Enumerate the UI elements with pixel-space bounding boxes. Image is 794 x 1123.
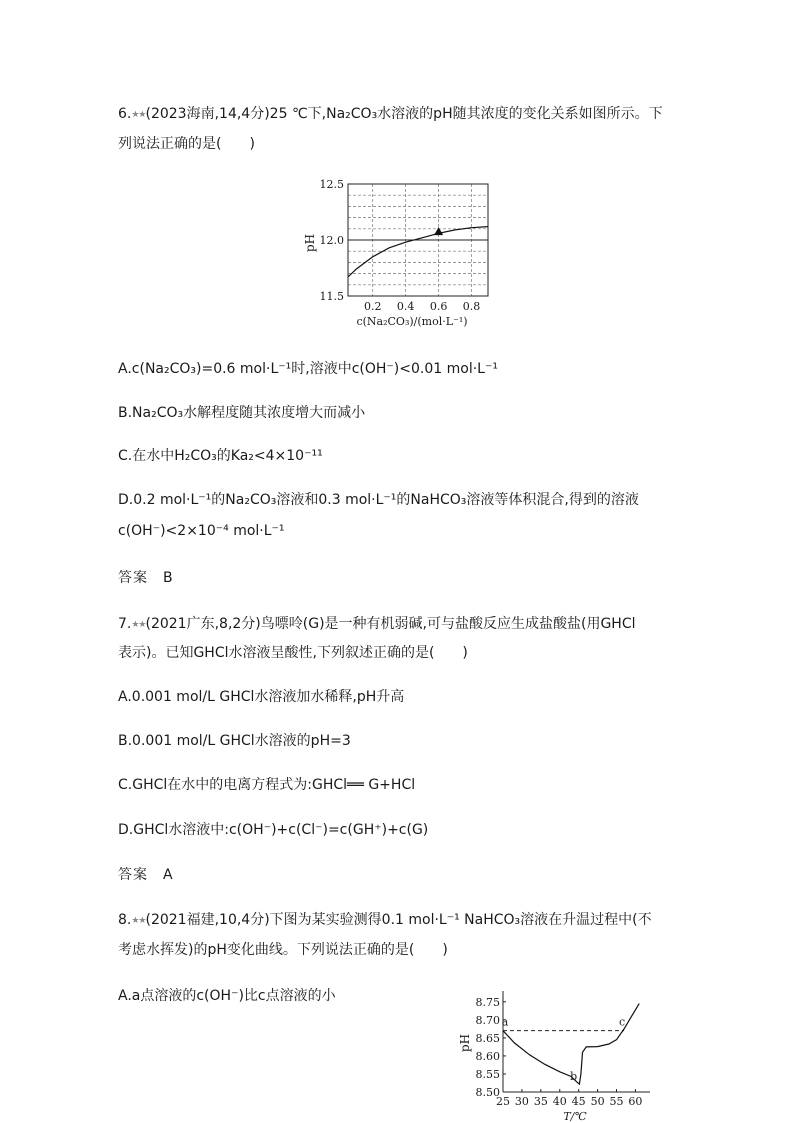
q8-stem-text2: 考虑水挥发)的pH变化曲线。下列说法正确的是( ): [118, 942, 448, 958]
q8-option-a: A.a点溶液的c(OH⁻)比c点溶液的小: [118, 988, 336, 1004]
x-tick-label: 25: [496, 1095, 510, 1108]
q7-option-d: D.GHCl水溶液中:c(OH⁻)+c(Cl⁻)=c(GH⁺)+c(G): [118, 822, 429, 838]
x-axis-label: c(Na₂CO₃)/(mol·L⁻¹): [356, 315, 468, 328]
q6-number: 6.: [118, 106, 132, 122]
y-tick-label: 8.60: [475, 1049, 500, 1063]
difficulty-stars-icon: ★★: [131, 110, 146, 120]
point-label-a: a: [501, 1015, 509, 1029]
q7-option-a: A.0.001 mol/L GHCl水溶液加水稀释,pH升高: [118, 689, 405, 705]
q8-stem-line1: [118, 910, 652, 931]
difficulty-stars-icon: ★★: [131, 916, 146, 926]
y-tick-label: 8.65: [475, 1031, 500, 1045]
q6-stem-text1: (2023海南,14,4分)25 ℃下,Na₂CO₃水溶液的pH随其浓度的变化关系如图所示。下: [145, 106, 663, 122]
q6-option-a: A.c(Na₂CO₃)=0.6 mol·L⁻¹时,溶液中c(OH⁻)<0.01 mol·L⁻¹: [118, 361, 498, 377]
y-tick-label: 11.5: [319, 290, 344, 303]
q7-stem-text2: 表示)。已知GHCl水溶液呈酸性,下列叙述正确的是( ): [118, 645, 468, 661]
q7-stem-text1: (2021广东,8,2分)鸟嘌呤(G)是一种有机弱碱,可与盐酸反应生成盐酸盐(用GHCl: [145, 616, 636, 632]
q7-option-b: B.0.001 mol/L GHCl水溶液的pH=3: [118, 733, 351, 749]
x-axis-label: T/℃: [563, 1110, 587, 1123]
point-label-c: c: [618, 1015, 626, 1029]
x-tick-label: 60: [628, 1095, 643, 1108]
chart-q6: [300, 175, 500, 335]
q6-option-d-line2: c(OH⁻)<2×10⁻⁴ mol·L⁻¹: [118, 523, 285, 539]
q6-option-d-line1: D.0.2 mol·L⁻¹的Na₂CO₃溶液和0.3 mol·L⁻¹的NaHCO₃溶液等体积混合,得到的溶液: [118, 492, 639, 508]
x-tick-label: 0.2: [363, 300, 382, 313]
q6-stem-line1: [118, 104, 663, 125]
difficulty-stars-icon: ★★: [131, 620, 146, 630]
q6-stem-text2: 列说法正确的是( ): [118, 136, 255, 152]
y-tick-label: 8.70: [475, 1013, 500, 1027]
y-axis-label: pH: [303, 233, 317, 253]
x-tick-label: 0.8: [462, 300, 481, 313]
y-axis-label: pH: [458, 1033, 472, 1053]
y-tick-label: 12.0: [319, 234, 344, 247]
q6-answer: 答案 B: [118, 570, 174, 586]
q7-option-c: C.GHCl在水中的电离方程式为:GHCl══ G+HCl: [118, 777, 416, 793]
q8-stem-text1: (2021福建,10,4分)下图为某实验测得0.1 mol·L⁻¹ NaHCO₃溶液在升温过程中(不: [145, 912, 652, 928]
q6-option-c: C.在水中H₂CO₃的Ka₂<4×10⁻¹¹: [118, 448, 323, 464]
x-tick-label: 0.6: [429, 300, 448, 313]
x-tick-label: 55: [609, 1095, 624, 1108]
x-tick-label: 40: [552, 1095, 567, 1108]
x-tick-label: 30: [514, 1095, 529, 1108]
chart-q8: [455, 985, 655, 1123]
x-tick-label: 50: [590, 1095, 605, 1108]
q8-number: 8.: [118, 912, 132, 928]
y-tick-label: 8.75: [475, 995, 500, 1009]
y-tick-label: 8.55: [475, 1067, 500, 1081]
q7-number: 7.: [118, 616, 132, 632]
y-tick-label: 8.50: [475, 1086, 500, 1099]
x-tick-label: 45: [571, 1095, 586, 1108]
x-tick-label: 0.4: [396, 300, 415, 313]
x-tick-label: 35: [533, 1095, 548, 1108]
series-line-ph: [348, 227, 488, 277]
q7-stem-line1: [118, 614, 636, 635]
q6-option-b: B.Na₂CO₃水解程度随其浓度增大而减小: [118, 405, 366, 421]
data-marker-triangle: [434, 227, 443, 235]
y-tick-label: 12.5: [319, 178, 344, 191]
point-label-b: b: [570, 1070, 578, 1084]
q7-answer: 答案 A: [118, 867, 174, 883]
